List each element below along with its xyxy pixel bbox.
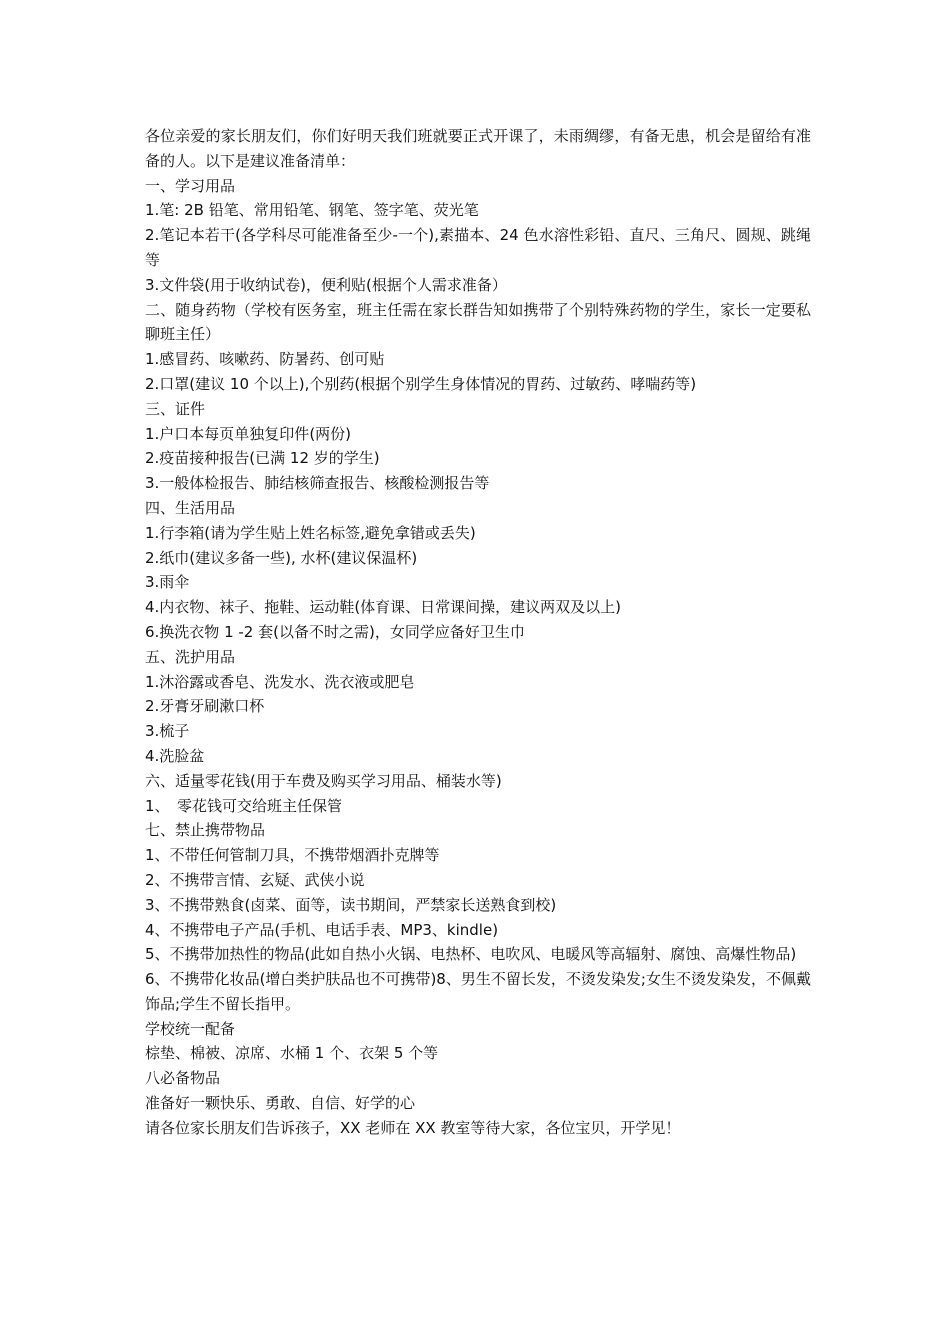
list-item: 2.笔记本若干(各学科尽可能准备至少-一个),素描本、24 色水溶性彩铅、直尺、三角尺、圆规、跳绳等: [145, 226, 811, 269]
list-item: 准备好一颗快乐、勇敢、自信、好学的心: [145, 1094, 416, 1113]
list-item: 6.换洗衣物 1 -2 套(以备不时之需)，女同学应备好卫生巾: [145, 622, 525, 641]
list-item: 3、不携带熟食(卤菜、面等，读书期间，严禁家长送熟食到校): [145, 895, 557, 914]
list-item: 5、不携带加热性的物品(此如自热小火锅、电热杯、电吹风、电暖风等高辐射、腐蚀、高爆性物品): [145, 945, 797, 964]
list-item: 1.户口本每页单独复印件(两份): [145, 424, 352, 443]
list-item: 2.纸巾(建议多备一些), 水杯(建议保温杯): [145, 548, 418, 567]
list-item: 2、不携带言情、玄疑、武侠小说: [145, 870, 365, 889]
list-item: 1.行李箱(请为学生贴上姓名标签,避免拿错或丢失): [145, 523, 476, 542]
section-heading-daily-supplies: 四、生活用品: [145, 498, 236, 517]
list-item: 1.沐浴露或香皂、洗发水、洗衣液或肥皂: [145, 672, 415, 691]
list-item: 4.内衣物、袜子、拖鞋、运动鞋(体育课、日常课间操，建议两双及以上): [145, 598, 622, 617]
section-heading-prohibited-items: 七、禁止携带物品: [145, 821, 266, 840]
list-item: 2.牙膏牙刷漱口杯: [145, 697, 265, 716]
section-heading-school-provided: 学校统一配备: [145, 1019, 236, 1038]
list-item: 棕垫、棉被、凉席、水桶 1 个、衣架 5 个等: [145, 1044, 439, 1063]
list-item: 3.一般体检报告、肺结核筛查报告、核酸检测报告等: [145, 474, 490, 493]
list-item: 4.洗脸盆: [145, 746, 205, 765]
intro-paragraph: 各位亲爱的家长朋友们，你们好明天我们班就要正式开课了，未雨绸缪，有备无患，机会是留给有准备的人。以下是建议准备清单：: [145, 127, 811, 170]
list-item: 3.雨伞: [145, 573, 190, 592]
section-heading-essentials: 八必备物品: [145, 1069, 221, 1088]
section-heading-documents: 三、证件: [145, 399, 206, 418]
list-item: 1.笔: 2B 铅笔、常用铅笔、钢笔、签字笔、荧光笔: [145, 201, 479, 220]
section-heading-medicine: 二、随身药物（学校有医务室，班主任需在家长群告知如携带了个别特殊药物的学生，家长一定要私聊班主任）: [145, 300, 811, 344]
section-heading-study-supplies: 一、学习用品: [145, 176, 236, 195]
list-item: 3.文件袋(用于收纳试卷)，便利贴(根据个人需求准备）: [145, 275, 507, 294]
section-heading-pocket-money: 六、适量零花钱(用于车费及购买学习用品、桶装水等): [145, 771, 502, 790]
list-item: 6、不携带化妆品(增白类护肤品也不可携带)8、男生不留长发，不烫发染发;女生不烫发染发，不佩戴饰品;学生不留长指甲。: [145, 970, 811, 1013]
list-item: 1、不带任何管制刀具，不携带烟酒扑克牌等: [145, 846, 440, 865]
list-item: 2.口罩(建议 10 个以上),个别药(根据个别学生身体情况的胃药、过敏药、哮喘药等): [145, 374, 697, 393]
section-heading-toiletries: 五、洗护用品: [145, 647, 236, 666]
list-item: 4、不携带电子产品(手机、电话手表、MP3、kindle): [145, 920, 499, 939]
list-item: 1、 零花钱可交给班主任保管: [145, 796, 343, 815]
list-item: 3.梳子: [145, 722, 190, 741]
list-item: 2.疫苗接种报告(已满 12 岁的学生): [145, 449, 380, 468]
closing-paragraph: 请各位家长朋友们告诉孩子，XX 老师在 XX 教室等待大家，各位宝贝，开学见！: [145, 1118, 681, 1137]
list-item: 1.感冒药、咳嗽药、防暑药、创可贴: [145, 350, 385, 369]
document-body: [145, 124, 811, 1141]
